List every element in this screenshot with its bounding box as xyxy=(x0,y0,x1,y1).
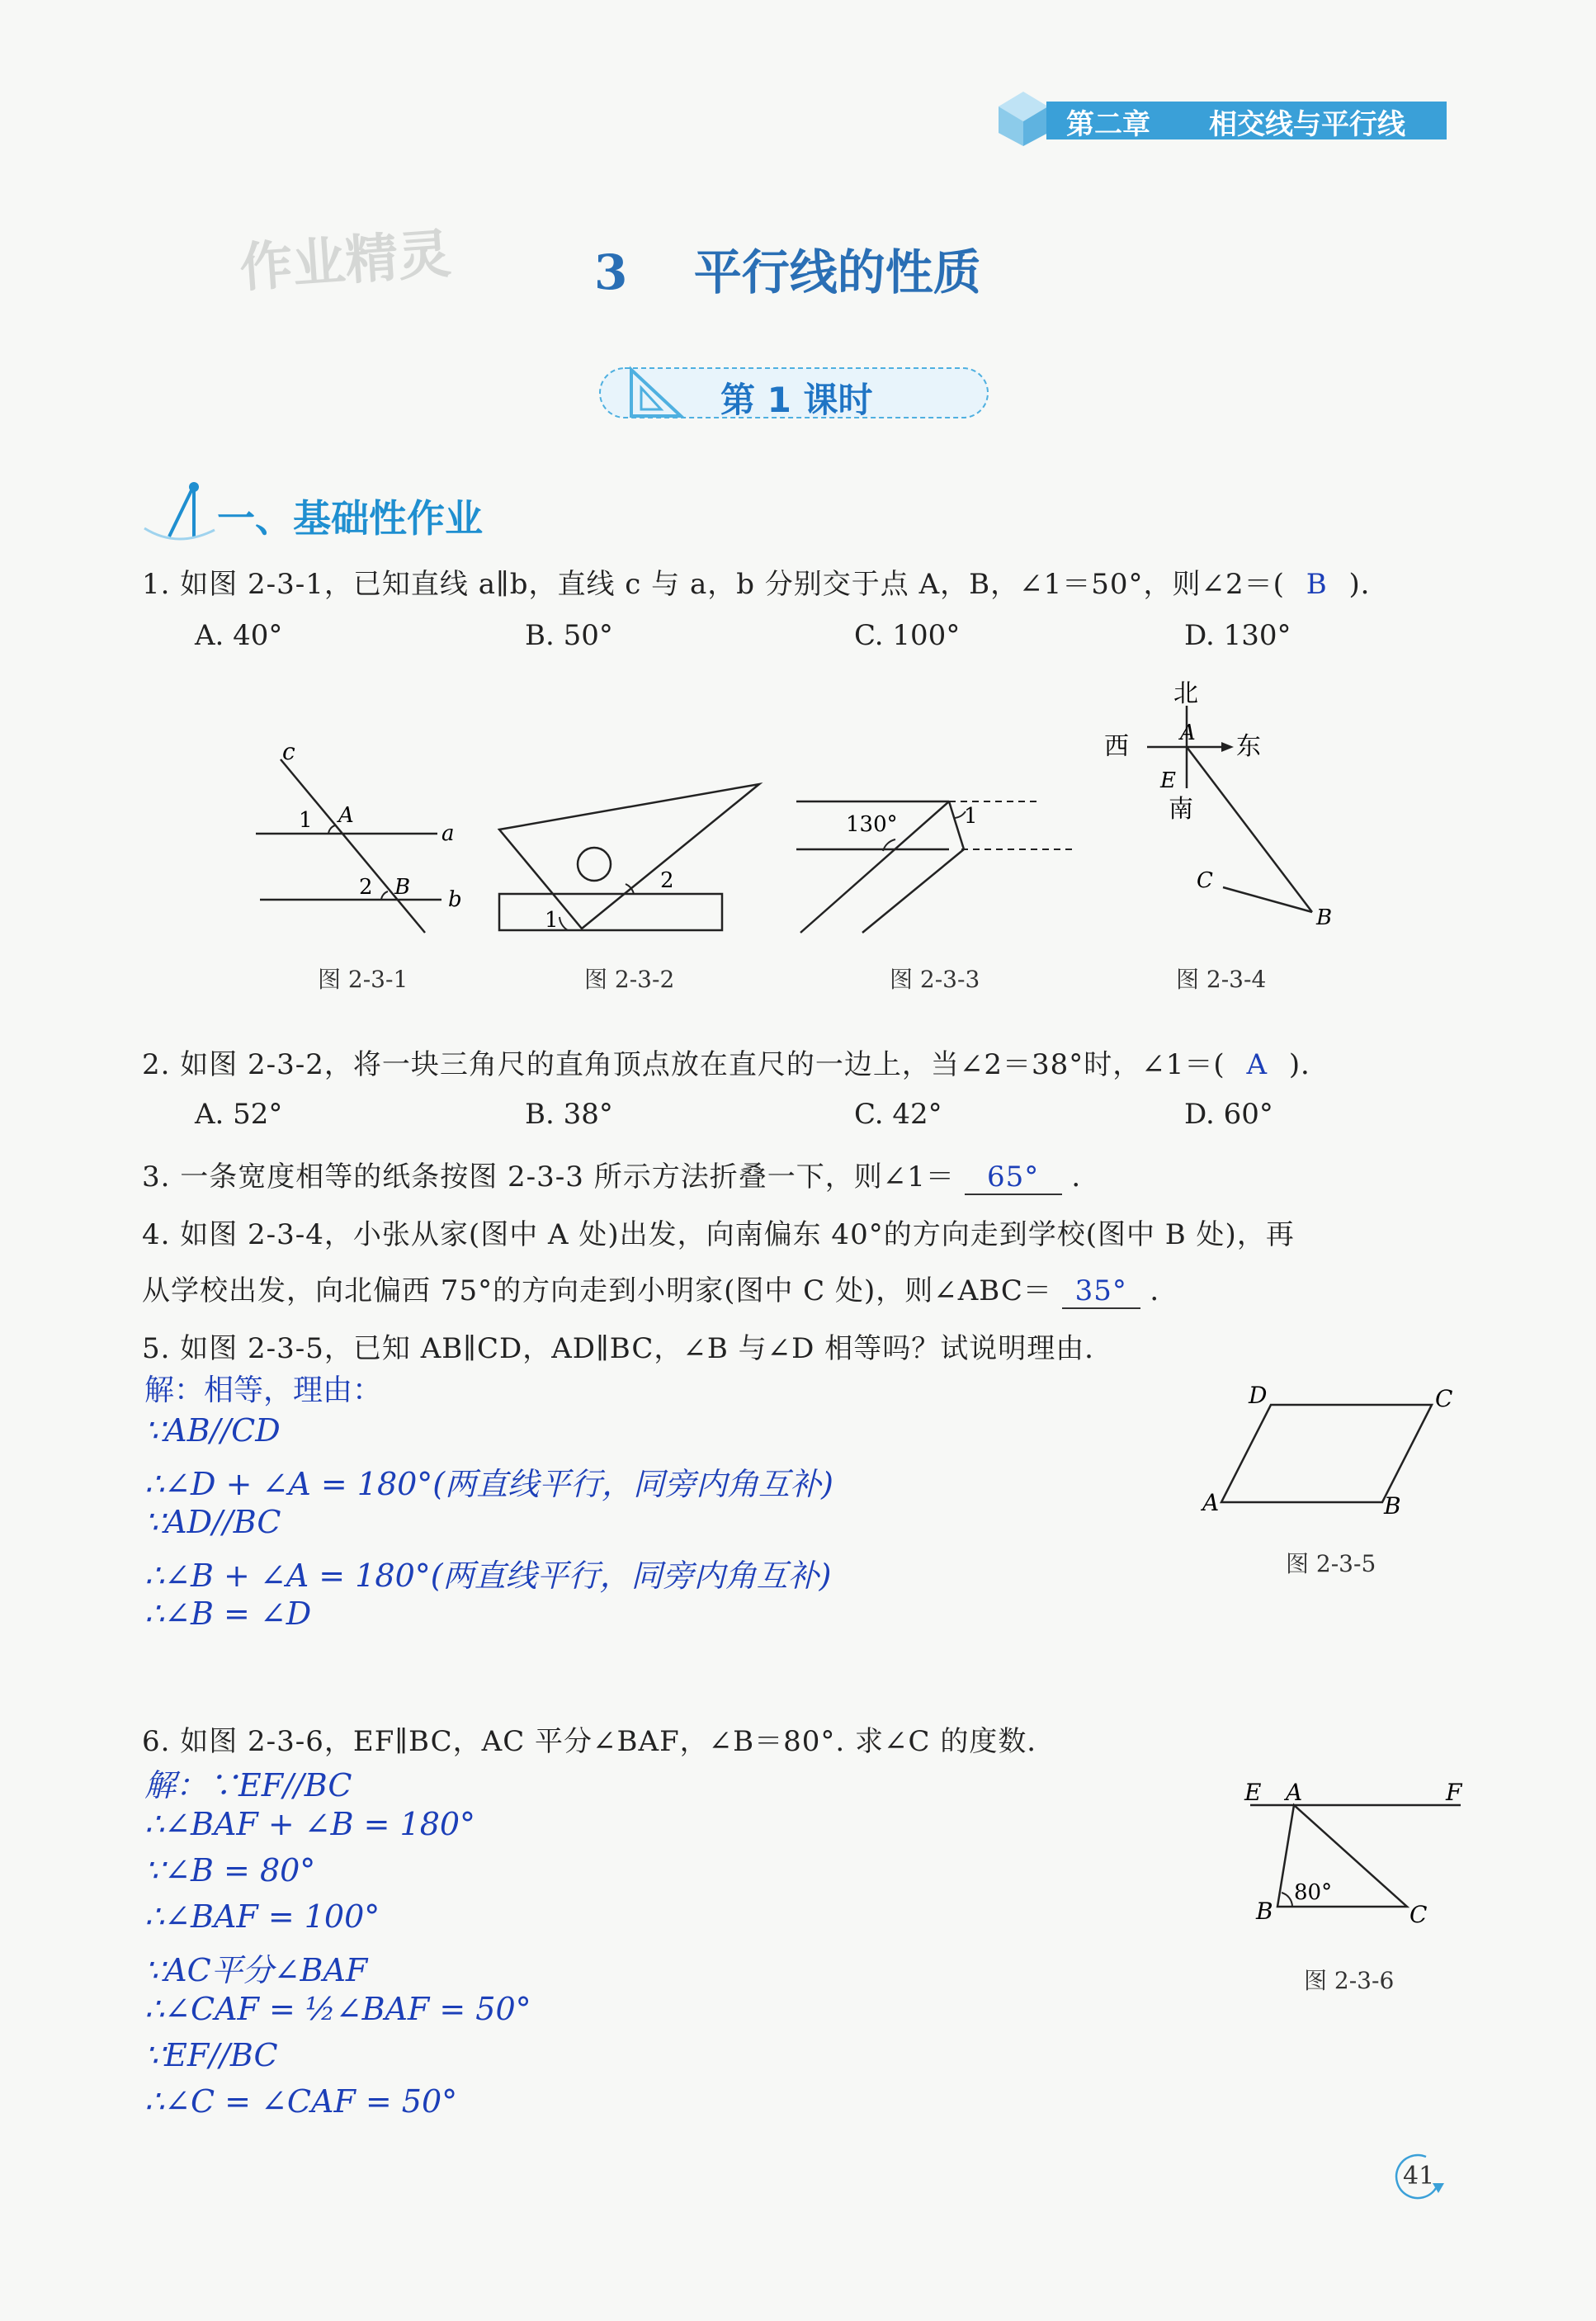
question-3 xyxy=(142,1154,1100,1195)
q6-solution-6: ∵EF//BC xyxy=(144,2037,278,2073)
section-heading xyxy=(136,479,516,545)
fig1-label-b: b xyxy=(448,887,462,912)
q6-solution-5: ∴∠CAF = ½∠BAF = 50° xyxy=(144,1991,531,2027)
q2-text: 2. 如图 2-3-2，将一块三角尺的直角顶点放在直尺的一边上，当∠2＝38°时，∠1＝( xyxy=(142,1048,1225,1081)
q1-close: )． xyxy=(1348,568,1390,601)
fig1-label-c: c xyxy=(282,738,295,765)
q1-answer: B xyxy=(1306,568,1328,601)
fig1-label-1: 1 xyxy=(299,808,313,833)
q1-option-d: D. 130° xyxy=(1184,619,1291,652)
fig1-label-B: B xyxy=(394,875,411,900)
figure-2-3-2 xyxy=(487,772,767,937)
fig4-label-E: E xyxy=(1160,768,1176,793)
q6-solution-0: 解：∵EF//BC xyxy=(144,1767,352,1803)
fig4-label-B: B xyxy=(1316,905,1333,930)
q4-close: ． xyxy=(1150,1274,1179,1307)
q2-answer: A xyxy=(1246,1048,1268,1081)
q5-solution-0: 解：相等，理由： xyxy=(144,1373,383,1407)
q3-answer: 65° xyxy=(965,1160,1062,1195)
q5-solution-1: ∵AB//CD xyxy=(144,1412,281,1449)
fig6-label-E: E xyxy=(1244,1779,1262,1806)
fig3-label-130: 130° xyxy=(846,812,898,837)
fig4-label-A: A xyxy=(1180,721,1196,745)
fig1-label-2: 2 xyxy=(359,875,373,900)
question-4-line-2 xyxy=(142,1268,1179,1309)
question-5: 5. 如图 2-3-5，已知 AB∥CD，AD∥BC，∠B 与∠D 相等吗？试说明理由． xyxy=(142,1332,1114,1365)
caption-2-3-5: 图 2-3-5 xyxy=(1286,1550,1376,1577)
q6-solution-3: ∴∠BAF = 100° xyxy=(144,1898,380,1935)
q4-line2: 从学校出发，向北偏西 75°的方向走到小明家(图中 C 处)，则∠ABC＝ xyxy=(142,1274,1052,1307)
fig1-label-A: A xyxy=(338,803,354,828)
lesson-banner xyxy=(598,363,990,423)
q5-solution-2: ∴∠D + ∠A = 180°(两直线平行，同旁内角互补) xyxy=(144,1466,833,1502)
watermark: 作业精灵 xyxy=(238,224,453,300)
q5-solution-5: ∴∠B = ∠D xyxy=(144,1595,312,1632)
fig4-label-south: 南 xyxy=(1169,795,1193,824)
figure-2-3-4 xyxy=(1089,669,1362,933)
question-4-line-1: 4. 如图 2-3-4，小张从家(图中 A 处)出发，向南偏东 40°的方向走到学校(图中 B 处)，再 xyxy=(142,1218,1295,1251)
q6-solution-1: ∴∠BAF + ∠B = 180° xyxy=(144,1806,476,1842)
q1-text: 1. 如图 2-3-1，已知直线 a∥b，直线 c 与 a，b 分别交于点 A，B，∠1＝50°，则∠2＝( xyxy=(142,568,1285,601)
caption-2-3-1: 图 2-3-1 xyxy=(318,966,408,993)
q2-option-a: A. 52° xyxy=(195,1098,283,1131)
page-number xyxy=(1386,2150,1452,2200)
fig2-label-2: 2 xyxy=(660,868,674,893)
fig5-label-B: B xyxy=(1384,1492,1401,1519)
figure-2-3-3 xyxy=(792,788,1081,941)
fig4-label-north: 北 xyxy=(1173,679,1198,708)
fig1-label-a: a xyxy=(441,821,455,846)
caption-2-3-4: 图 2-3-4 xyxy=(1176,966,1267,993)
q6-solution-2: ∵∠B = 80° xyxy=(144,1852,316,1888)
fig5-label-D: D xyxy=(1249,1382,1268,1409)
caption-2-3-2: 图 2-3-2 xyxy=(584,966,675,993)
fig4-label-west: 西 xyxy=(1104,732,1129,761)
q2-close: )． xyxy=(1288,1048,1330,1081)
fig4-label-C: C xyxy=(1197,868,1213,893)
q2-option-d: D. 60° xyxy=(1184,1098,1273,1131)
q5-solution-3: ∵AD//BC xyxy=(144,1504,281,1540)
q1-option-a: A. 40° xyxy=(195,619,283,652)
chapter-header xyxy=(999,87,1448,146)
q1-option-b: B. 50° xyxy=(525,619,613,652)
question-6: 6. 如图 2-3-6，EF∥BC，AC 平分∠BAF，∠B＝80°. 求∠C 的度数． xyxy=(142,1725,1056,1758)
fig6-label-F: F xyxy=(1446,1779,1462,1806)
fig6-label-C: C xyxy=(1409,1901,1428,1928)
chapter-label: 第二章 xyxy=(1066,108,1150,141)
question-2 xyxy=(142,1042,1329,1082)
lesson-label: 第 1 课时 xyxy=(720,380,873,420)
compass-icon xyxy=(136,479,219,545)
fig6-label-B: B xyxy=(1256,1898,1273,1925)
fig6-label-A: A xyxy=(1286,1779,1303,1806)
figure-2-3-5 xyxy=(1201,1378,1473,1519)
fig3-label-1: 1 xyxy=(964,804,978,829)
fig2-label-1: 1 xyxy=(545,908,559,933)
page-number-text: 41 xyxy=(1403,2162,1435,2191)
figure-2-3-6 xyxy=(1238,1770,1477,1936)
fig5-label-C: C xyxy=(1435,1385,1453,1412)
chapter-topic: 相交线与平行线 xyxy=(1209,108,1405,141)
q6-solution-7: ∴∠C = ∠CAF = 50° xyxy=(144,2083,458,2120)
title-number: 3 xyxy=(594,244,628,300)
q5-solution-4: ∴∠B + ∠A = 180°(两直线平行，同旁内角互补) xyxy=(144,1558,832,1594)
fig6-label-80: 80° xyxy=(1294,1880,1333,1905)
section-title: 一、基础性作业 xyxy=(217,496,483,541)
fig5-label-A: A xyxy=(1202,1489,1220,1516)
fig4-label-east: 东 xyxy=(1236,732,1261,761)
title-text: 平行线的性质 xyxy=(693,244,981,300)
q3-text: 3. 一条宽度相等的纸条按图 2-3-3 所示方法折叠一下，则∠1＝ xyxy=(142,1160,955,1194)
q2-option-c: C. 42° xyxy=(854,1098,942,1131)
page-title xyxy=(594,234,981,303)
q6-solution-4: ∵AC平分∠BAF xyxy=(144,1952,368,1988)
q3-close: ． xyxy=(1071,1160,1101,1194)
caption-2-3-6: 图 2-3-6 xyxy=(1304,1967,1395,1994)
q1-option-c: C. 100° xyxy=(854,619,961,652)
q4-answer: 35° xyxy=(1062,1274,1140,1309)
figure-2-3-1 xyxy=(248,735,479,949)
caption-2-3-3: 图 2-3-3 xyxy=(890,966,980,993)
question-1 xyxy=(142,561,1390,602)
q2-option-b: B. 38° xyxy=(525,1098,613,1131)
